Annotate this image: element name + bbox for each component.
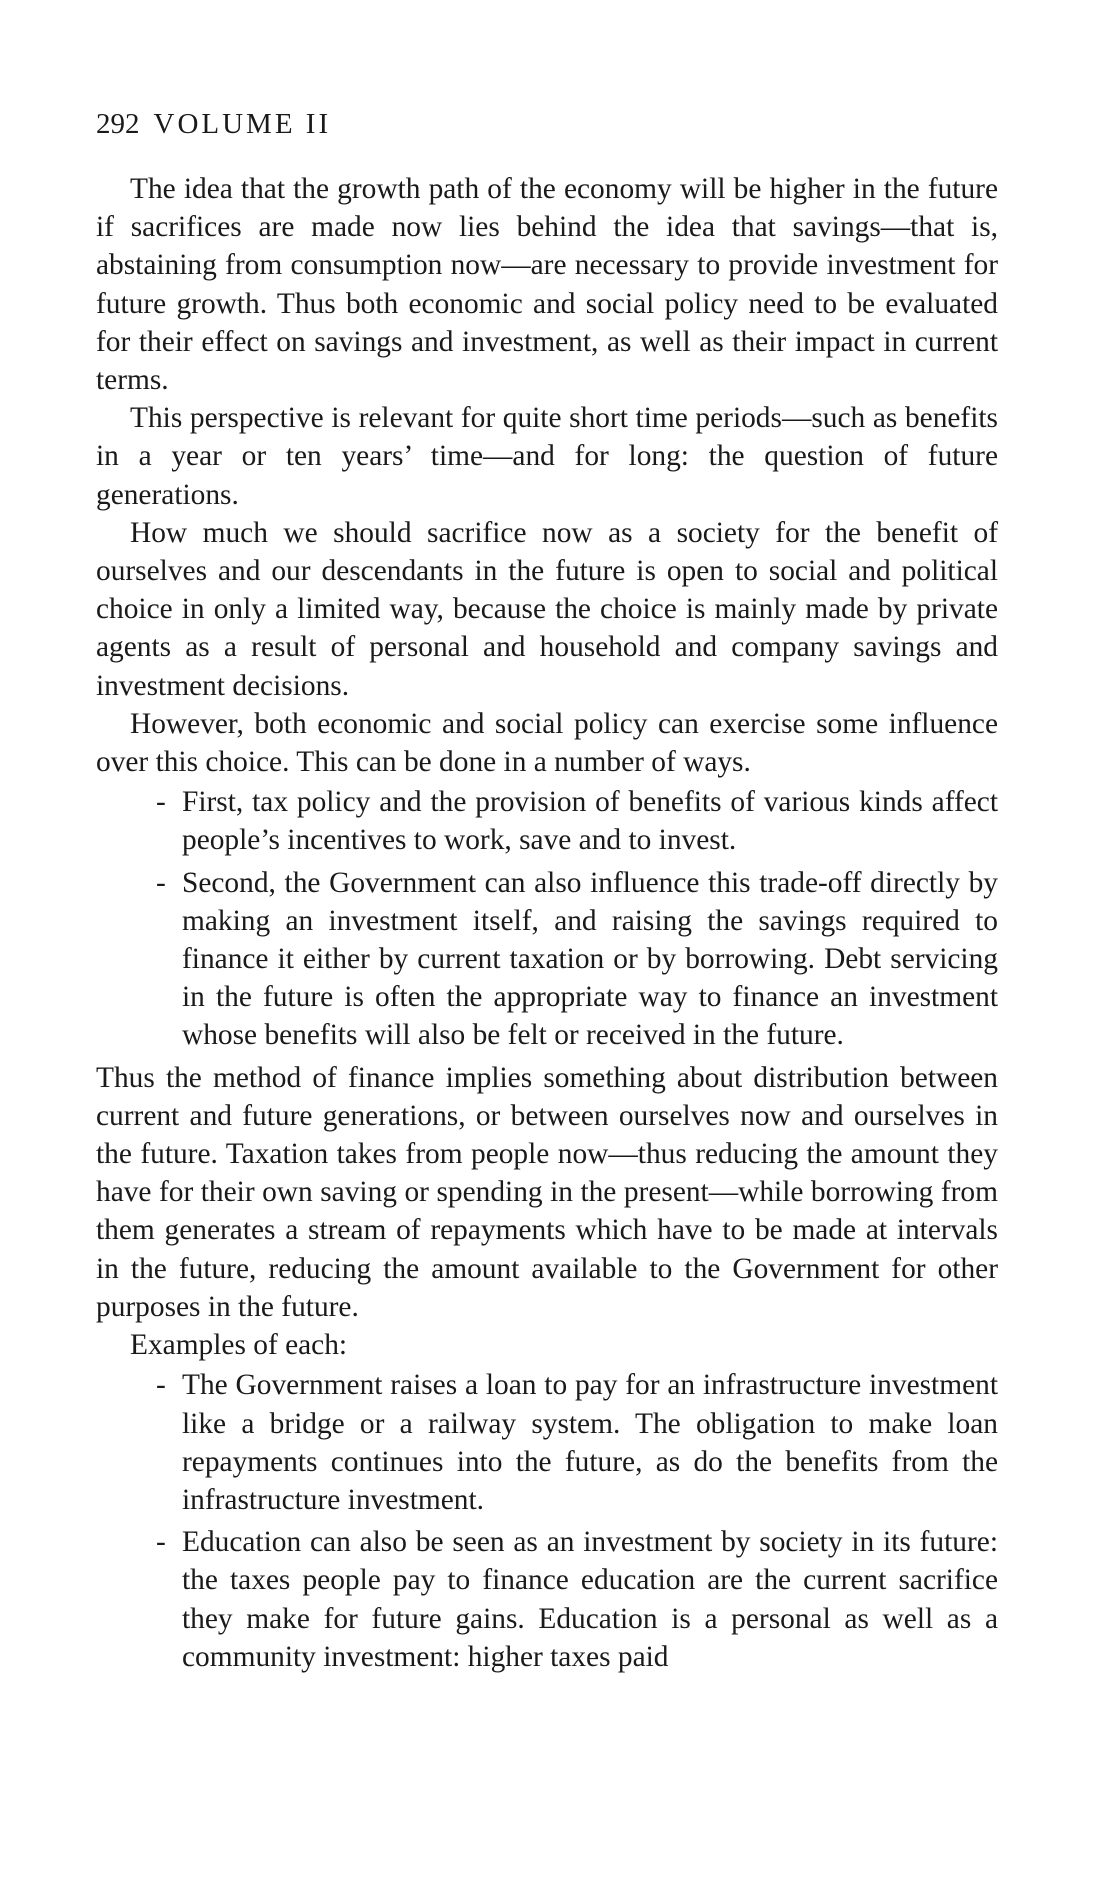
paragraph-3: How much we should sacrifice now as a society for the benefit of ourselves and our descendants in the future is open to social and political choice in only a limited way, because the choice is mainly made by private agents as a result of personal and household and company savings and investment decisions. [96, 516, 998, 702]
paragraph-6: Examples of each: [130, 1329, 348, 1362]
paragraph-1: The idea that the growth path of the economy will be higher in the future if sacrifices are made now lies behind the idea that savings—that is, abstaining from consumption now—are necessary to provide investment for future growth. Thus both economic and social policy need to be evaluated for their effect on savings and investment, as well as their impact in current terms. [96, 173, 998, 397]
examples-list [96, 1366, 998, 1676]
running-head [96, 106, 331, 142]
list-item [96, 864, 998, 1055]
paragraph-5: Thus the method of finance implies something about distribution between current and future generations, or between ourselves now and ourselves in the future. Taxation takes from people now—thus reducing the amount they have for their own saving or spending in the present—while borrowing from them generates a stream of repayments which have to be made at intervals in the future, reducing the amount available to the Government for other purposes in the future. [96, 1061, 998, 1323]
list-dash: - [156, 1526, 166, 1559]
list-dash: - [156, 866, 166, 899]
list-item-text: First, tax policy and the provision of benefits of various kinds affect people’s incentives to work, save and to invest. [182, 786, 998, 857]
body-text [96, 170, 998, 1680]
paragraph-4: However, both economic and social policy can exercise some influence over this choice. This can be done in a number of ways. [96, 707, 998, 779]
list-item-text: The Government raises a loan to pay for an infrastructure investment like a bridge or a railway system. The obligation to make loan repayments continues into the future, as do the benefits from the infrastructure investment. [182, 1369, 998, 1516]
list-dash: - [156, 786, 166, 819]
paragraph-2: This perspective is relevant for quite short time periods—such as benefits in a year or ten years’ time—and for long: the question of future generations. [96, 402, 998, 511]
list-item-text: Second, the Government can also influence this trade-off directly by making an investment itself, and raising the savings required to finance it either by current taxation or by borrowing. Debt servicing in the future is often the appropriate way to finance an investment whose benefits will also be felt or received in the future. [182, 866, 998, 1052]
page-number: 292 [96, 108, 140, 140]
ways-list [96, 783, 998, 1054]
list-item [96, 1366, 998, 1519]
volume-label: VOLUME II [153, 108, 332, 140]
list-dash: - [156, 1369, 166, 1402]
list-item [96, 783, 998, 859]
list-item-text: Education can also be seen as an investment by society in its future: the taxes people pay to finance education are the current sacrifice they make for future gains. Education is a personal as well as a community investment: higher taxes paid [182, 1526, 998, 1673]
list-item [96, 1523, 998, 1676]
